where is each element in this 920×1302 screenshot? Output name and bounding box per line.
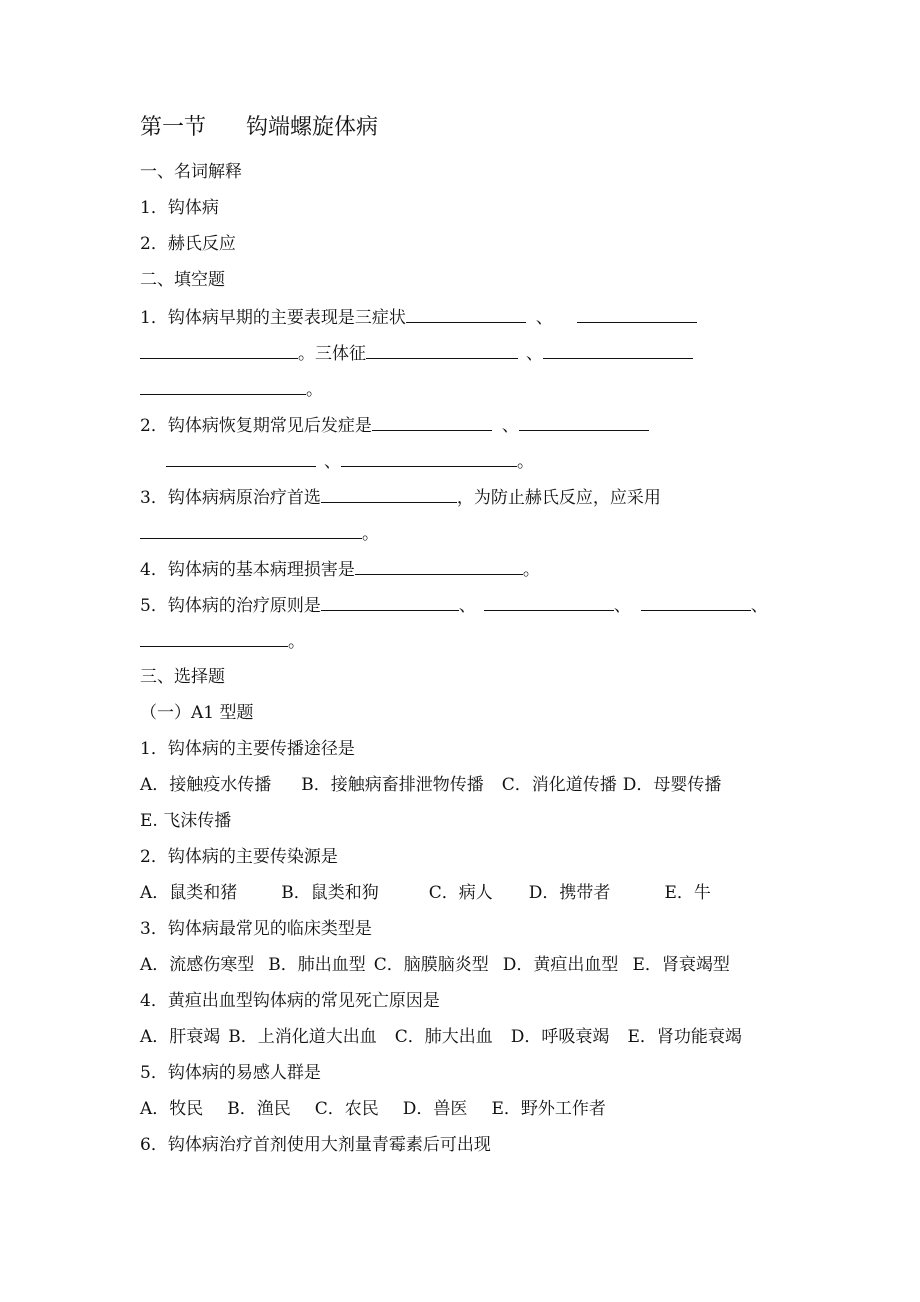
mc-question-1: 1．钩体病的主要传播途径是 xyxy=(140,739,355,759)
option-a[interactable]: A．鼠类和猪 xyxy=(140,883,238,903)
option-b[interactable]: B．肺出血型 xyxy=(268,955,366,975)
section-heading-definitions: 一、名词解释 xyxy=(140,162,242,182)
option-a[interactable]: A．肝衰竭 xyxy=(140,1027,221,1047)
definition-item-2: 2．赫氏反应 xyxy=(140,234,236,254)
option-a[interactable]: A．接触疫水传播 xyxy=(140,775,272,795)
option-d[interactable]: D．黄疸出血型 xyxy=(502,955,619,975)
mc-question-2: 2．钩体病的主要传染源是 xyxy=(140,847,338,867)
mc-question-6: 6．钩体病治疗首剂使用大剂量青霉素后可出现 xyxy=(140,1135,491,1155)
option-d[interactable]: D．母婴传播 xyxy=(622,775,722,795)
mc-question-3: 3．钩体病最常见的临床类型是 xyxy=(140,919,372,939)
page-title xyxy=(140,114,378,142)
fill-question-1-cont2: 。 xyxy=(140,378,323,401)
option-e[interactable]: E．牛 xyxy=(664,883,711,903)
answer-blank[interactable] xyxy=(166,450,316,467)
answer-blank[interactable] xyxy=(372,414,492,431)
option-b[interactable]: B．接触病畜排泄物传播 xyxy=(301,775,484,795)
answer-blank[interactable] xyxy=(321,594,459,611)
title-section-number: 第一节 xyxy=(140,115,207,140)
answer-blank[interactable] xyxy=(641,594,751,611)
answer-blank[interactable] xyxy=(355,558,523,575)
mc-question-5: 5．钩体病的易感人群是 xyxy=(140,1063,321,1083)
option-c[interactable]: C．消化道传播 xyxy=(501,775,617,795)
fill-question-5-cont: 。 xyxy=(140,630,305,653)
subheading-a1-type: （一）A1 型题 xyxy=(140,703,254,723)
option-c[interactable]: C．农民 xyxy=(314,1099,379,1119)
answer-blank[interactable] xyxy=(140,378,306,395)
fill-question-1-cont: 。三体征 、 xyxy=(140,342,693,365)
option-b[interactable]: B．鼠类和狗 xyxy=(281,883,379,903)
fill-question-1: 1．钩体病早期的主要表现是三症状 、 xyxy=(140,306,697,329)
option-b[interactable]: B．上消化道大出血 xyxy=(228,1027,377,1047)
fill-question-4: 4．钩体病的基本病理损害是 。 xyxy=(140,560,540,580)
option-a[interactable]: A．牧民 xyxy=(140,1099,204,1119)
answer-blank[interactable] xyxy=(140,630,288,647)
answer-blank[interactable] xyxy=(341,450,517,467)
mc-options-4 xyxy=(140,1026,742,1048)
mc-options-5 xyxy=(140,1098,606,1120)
fill-question-2-cont: 、 。 xyxy=(166,450,534,473)
answer-blank[interactable] xyxy=(366,342,518,359)
answer-blank[interactable] xyxy=(484,594,614,611)
option-e[interactable]: E．肾功能衰竭 xyxy=(627,1027,742,1047)
definition-item-1: 1．钩体病 xyxy=(140,198,219,218)
fill-question-3-cont: 。 xyxy=(140,522,379,545)
answer-blank[interactable] xyxy=(140,522,362,539)
option-e[interactable]: E．肾衰竭型 xyxy=(632,955,730,975)
section-heading-fill-blank: 二、填空题 xyxy=(140,270,225,290)
fill-question-3: 3．钩体病病原治疗首选 ，为防止赫氏反应，应采用 xyxy=(140,488,661,508)
option-e[interactable]: E. 飞沫传播 xyxy=(140,811,232,831)
option-c[interactable]: C．肺大出血 xyxy=(394,1027,493,1047)
mc-options-3 xyxy=(140,954,730,976)
section-heading-multiple-choice: 三、选择题 xyxy=(140,667,225,687)
answer-blank[interactable] xyxy=(140,342,298,359)
answer-blank[interactable] xyxy=(543,342,693,359)
mc-options-1-cont xyxy=(140,810,231,832)
answer-blank[interactable] xyxy=(321,486,457,503)
fill-question-2: 2．钩体病恢复期常见后发症是 、 xyxy=(140,414,649,437)
answer-blank[interactable] xyxy=(406,306,526,323)
mc-options-2 xyxy=(140,882,711,904)
option-b[interactable]: B．渔民 xyxy=(227,1099,291,1119)
option-d[interactable]: D．兽医 xyxy=(402,1099,468,1119)
answer-blank[interactable] xyxy=(519,414,649,431)
mc-options-1 xyxy=(140,774,721,796)
option-c[interactable]: C．病人 xyxy=(428,883,493,903)
mc-question-4: 4．黄疸出血型钩体病的常见死亡原因是 xyxy=(140,991,440,1011)
option-d[interactable]: D．呼吸衰竭 xyxy=(510,1027,610,1047)
answer-blank[interactable] xyxy=(577,306,697,323)
option-a[interactable]: A．流感伤寒型 xyxy=(140,955,255,975)
option-c[interactable]: C．脑膜脑炎型 xyxy=(373,955,489,975)
option-d[interactable]: D．携带者 xyxy=(528,883,611,903)
option-e[interactable]: E．野外工作者 xyxy=(491,1099,606,1119)
fill-question-5: 5．钩体病的治疗原则是 、 、 、 xyxy=(140,596,768,616)
title-topic: 钩端螺旋体病 xyxy=(246,115,379,140)
